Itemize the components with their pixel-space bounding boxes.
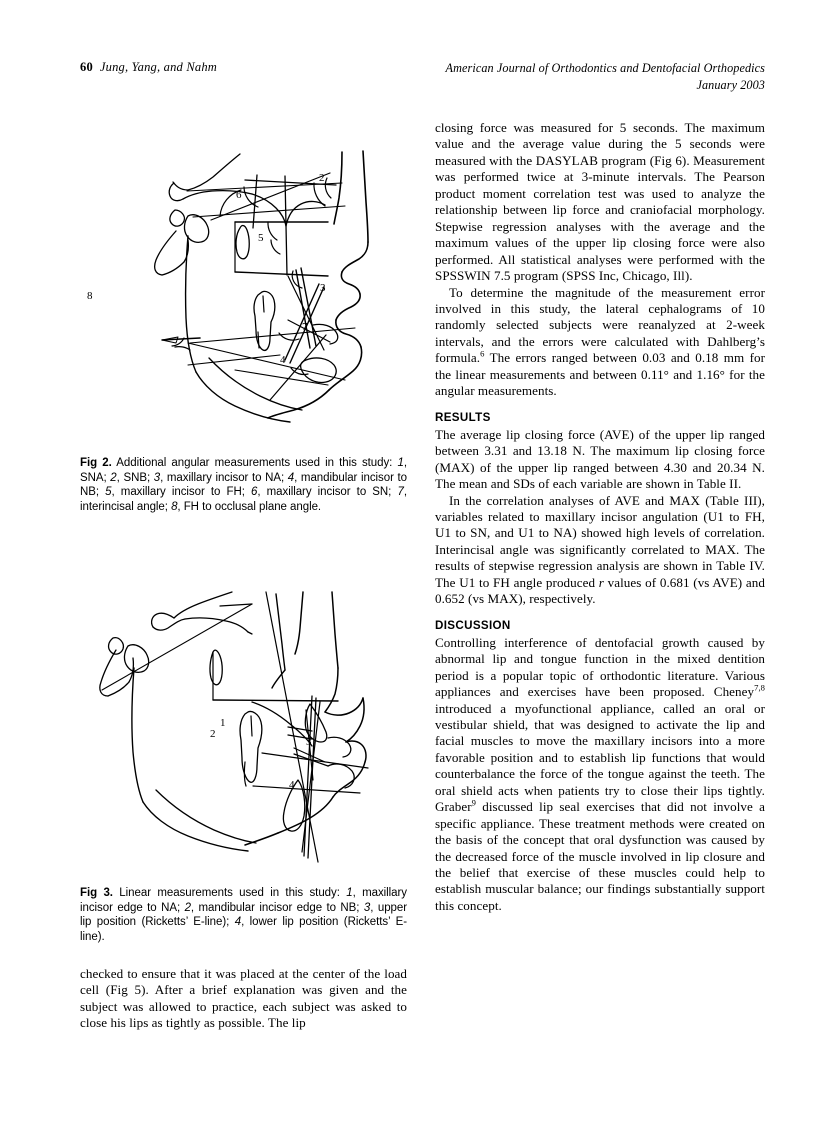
- figure-2-caption-text: [80, 456, 407, 514]
- caption-segment: , upper lip position (Ricketts’ E-line);: [80, 901, 408, 929]
- reference-marker-7-8: 7,8: [754, 682, 765, 693]
- figure2-marker-8: 8: [87, 290, 93, 302]
- paragraph-measurement-error-post: The errors ranged between 0.03 and 0.18 mm for the linear measurements and between 0.11° and 1.16° for the angular measurements.: [435, 350, 765, 399]
- running-head-left: [80, 60, 217, 75]
- page-number: 60: [80, 60, 93, 74]
- figure-2-caption: [80, 456, 407, 514]
- cephalometric-tracing-angular: [80, 150, 410, 450]
- figure-3-label: Fig 3.: [80, 887, 113, 899]
- caption-segment: , maxillary incisor to FH;: [111, 486, 251, 499]
- caption-segment: , SNB;: [116, 471, 154, 484]
- caption-segment: , lower lip position (Ricketts’ E-line).: [80, 916, 408, 943]
- paragraph-results-2: [435, 493, 765, 608]
- issue-date: January 2003: [696, 78, 765, 92]
- caption-segment: , interincisal angle;: [80, 486, 407, 513]
- running-head-authors: Jung, Yang, and Nahm: [99, 60, 217, 74]
- running-head-right: [446, 60, 765, 94]
- figure2-marker-5: 5: [258, 232, 264, 244]
- figure-2-label: Fig 2.: [80, 457, 112, 469]
- heading-discussion: DISCUSSION: [435, 618, 511, 632]
- figure3-marker-2: 2: [210, 728, 216, 740]
- paragraph-measurement-error: [435, 285, 765, 400]
- figure3-marker-1: 1: [220, 717, 226, 729]
- caption-segment: , maxillary incisor to SN;: [257, 486, 398, 499]
- paragraph-results-1: The average lip closing force (AVE) of the upper lip ranged between 3.31 and 13.18 N. The maximum lip closing force (MAX) of the upper lip ranged between 4.30 and 20.34 N. The mean and SDs of each variable are shown in Table II.: [435, 426, 765, 492]
- cephalometric-tracing-linear: [80, 590, 410, 882]
- figure2-marker-7b: 7: [302, 321, 308, 333]
- paragraph-discussion-1-a: Controlling interference of dentofacial growth caused by abnormal lip and tongue function in the mixed dentition period is a popular topic of orthodontic literature. Various appliances and exercises have been proposed. Cheney: [435, 634, 765, 700]
- right-column: [435, 120, 765, 914]
- reference-marker-6: 6: [480, 348, 485, 359]
- figure2-marker-6: 6: [236, 189, 242, 201]
- paragraph-measurement-error-pre: To determine the magnitude of the measurement error involved in this study, the lateral cephalograms of 10 randomly selected subjects were reanalyzed at 2-week intervals, and the errors were calculated with Dahlberg’s formula.: [435, 284, 765, 366]
- figure2-marker-4: 4: [280, 354, 286, 366]
- figure3-marker-4: 4: [289, 779, 295, 791]
- figure-3-caption-text: [80, 886, 407, 944]
- caption-segment: , maxillary incisor to NA;: [160, 471, 288, 484]
- paragraph-results-2-b: values of 0.681 (vs AVE) and 0.652 (vs MAX), respectively.: [435, 574, 765, 607]
- figure3-marker-3: 3: [306, 736, 312, 748]
- caption-item-number: 4: [287, 471, 295, 484]
- paragraph-methods: closing force was measured for 5 seconds. The maximum value and the average value during the 5 seconds were measured with the DASYLAB program (Fig 6). Measurement was performed twice at 3-minute intervals. The Pearson product moment correlation test was used to analyze the relationship between lip force and craniofacial morphology. Stepwise regression analyses with the average and the maximum values of the upper lip closing force were also performed. All statistical analyses were performed with the SPSSWIN 7.5 program (SPSS Inc, Chicago, Ill).: [435, 120, 765, 284]
- figure-3-caption-body: [80, 887, 407, 943]
- paragraph-discussion-1: [435, 635, 765, 915]
- figure-3-illustration: [80, 590, 410, 882]
- left-column-tail: [80, 966, 407, 1032]
- caption-segment: , mandibular incisor to NB;: [80, 471, 407, 499]
- figure-3-caption: [80, 886, 407, 944]
- caption-segment: , FH to occlusal plane angle.: [177, 500, 322, 513]
- caption-segment: , mandibular incisor edge to NB;: [190, 901, 364, 914]
- caption-segment: , SNA;: [80, 457, 407, 484]
- heading-results: RESULTS: [435, 410, 491, 424]
- caption-item-number: 2: [184, 901, 191, 914]
- running-head: [80, 60, 765, 98]
- caption-item-number: 1: [346, 887, 353, 899]
- caption-segment: Additional angular measurements used in this study:: [111, 457, 398, 469]
- caption-item-number: 3: [363, 901, 371, 914]
- paragraph-discussion-1-c: discussed lip seal exercises that did not involve a specific appliance. These treatment methods were created on the basis of the concept that oral dysfunction was caused by the decreased force of the muscle involved in lip closure and the belief that exercise of these muscles could help to establish muscular balance; our findings substantially support this concept.: [435, 799, 765, 913]
- caption-item-number: 2: [110, 471, 117, 484]
- caption-item-number: 1: [397, 457, 404, 469]
- paragraph-discussion-1-b: introduced a myofunctional appliance, called an oral or vestibular shield, that was designed to activate the lip and facial muscles to move the maxillary incisors into a more favorable position and to establish lip functions that would counterbalance the force of the tongue against the teeth. The oral shield acts when patients try to close their lips tightly. Graber: [435, 700, 765, 815]
- caption-item-number: 3: [153, 471, 161, 484]
- reference-marker-9: 9: [471, 797, 477, 808]
- caption-item-number: 5: [105, 486, 112, 499]
- caption-segment: , maxillary incisor edge to NA;: [80, 887, 407, 914]
- paragraph-load-cell: checked to ensure that it was placed at the center of the load cell (Fig 5). After a brief explanation was given and the subject was allowed to practice, each subject was asked to close his lips as tightly as possible. The lip: [80, 966, 407, 1031]
- figure-2-caption-body: [80, 457, 407, 513]
- figure-2-illustration: [80, 150, 410, 450]
- statistic-symbol-r: r: [598, 574, 604, 590]
- figure2-marker-2: 2: [319, 172, 325, 184]
- paragraph-results-2-a: In the correlation analyses of AVE and MAX (Table III), variables related to maxillary incisor angulation (U1 to FH, U1 to SN, and U1 to NA) showed high levels of correlation. Interincisal angle was significantly correlated to MAX. The results of stepwise regression analysis are shown in Table IV. The U1 to FH angle produced: [435, 492, 765, 590]
- caption-item-number: 4: [234, 916, 242, 929]
- caption-item-number: 7: [397, 486, 404, 499]
- caption-item-number: 6: [250, 486, 258, 499]
- caption-item-number: 8: [171, 500, 178, 513]
- journal-title: American Journal of Orthodontics and Dentofacial Orthopedics: [445, 61, 765, 75]
- figure2-marker-3: 3: [320, 282, 326, 294]
- caption-segment: Linear measurements used in this study:: [112, 887, 347, 899]
